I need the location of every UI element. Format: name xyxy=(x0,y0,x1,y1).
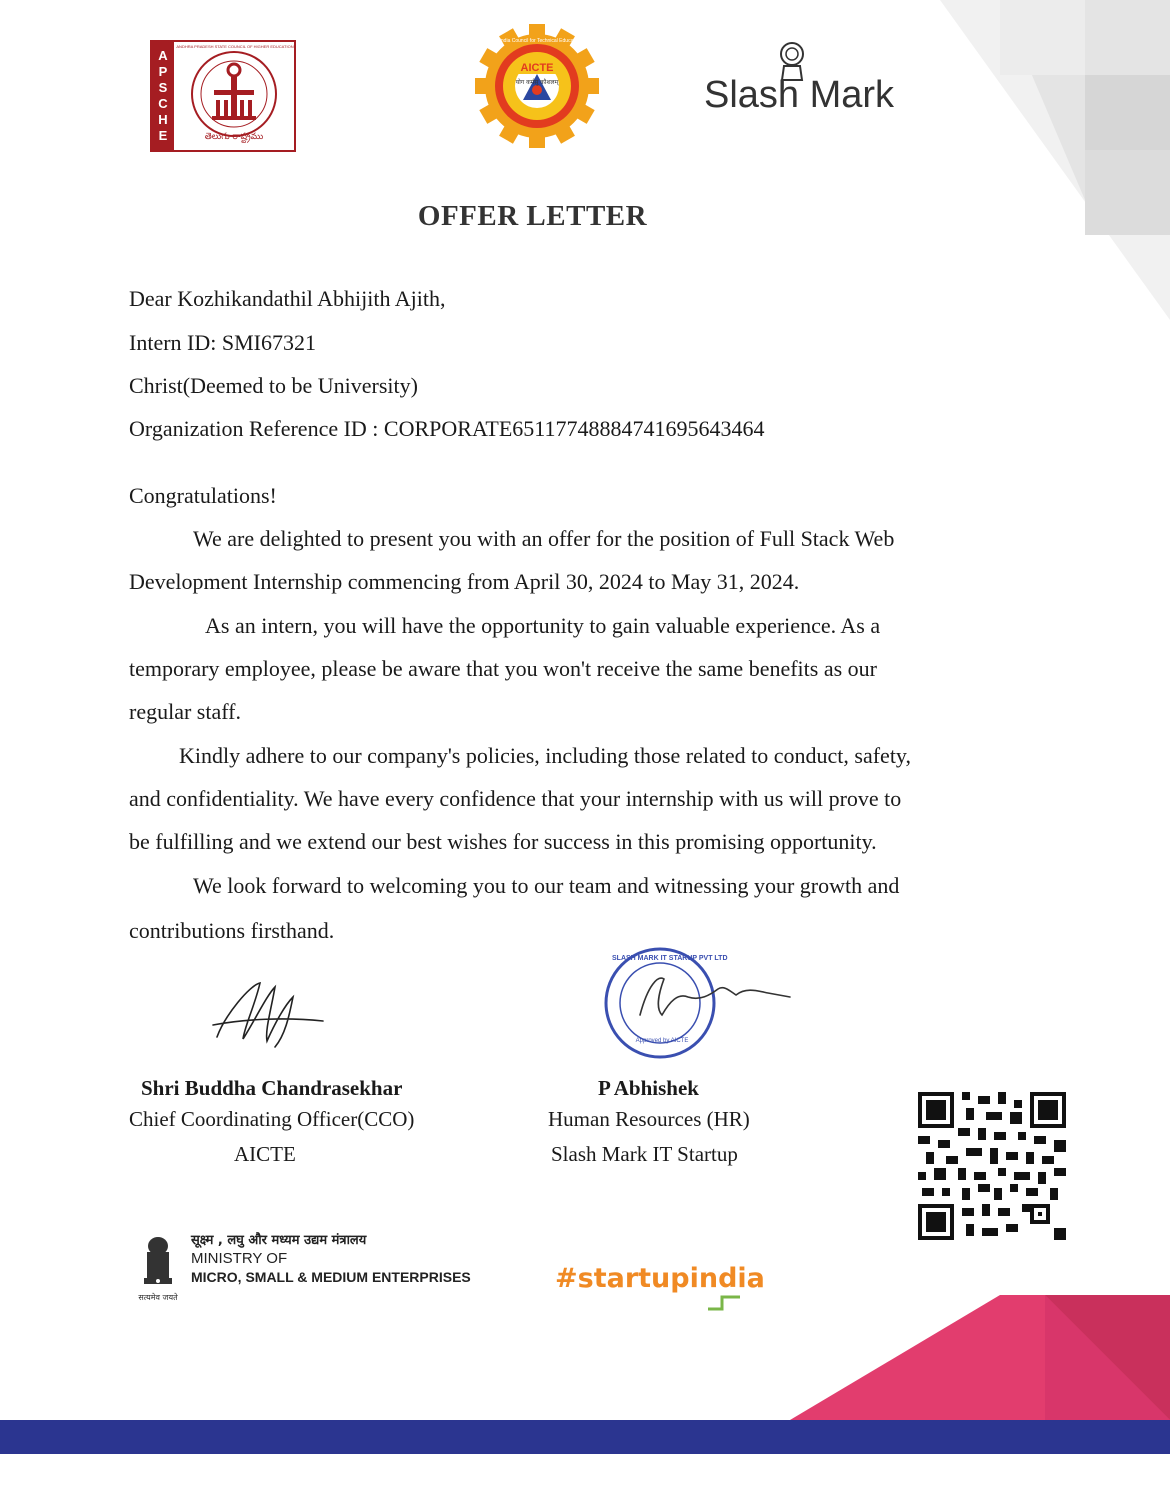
body-line: contributions firsthand. xyxy=(129,918,335,943)
emblem-caption: सत्यमेव जयते xyxy=(138,1293,178,1302)
body-line: Kindly adhere to our company's policies, including those related to conduct, safety, xyxy=(179,743,912,768)
bottom-band xyxy=(0,1420,1170,1454)
body-line: We are delighted to present you with an offer for the position of Full Stack Web xyxy=(193,526,895,551)
apsche-logo xyxy=(150,40,296,152)
hr-name: P Abhishek xyxy=(598,1076,699,1100)
aicte-hindi-text: योग कर्मसु कौशलम् xyxy=(515,79,559,86)
qr-code-icon[interactable] xyxy=(918,1092,1066,1240)
intern-id-line: Intern ID: SMI67321 xyxy=(129,330,316,355)
startup-india-logo xyxy=(555,1263,765,1294)
apsche-letters: APSCHE xyxy=(155,48,171,144)
apsche-telugu-text: తెలుగు రాష్ట్రము xyxy=(204,132,264,142)
slash-mark-logo: Slash Mark xyxy=(704,74,895,116)
startup-india-prefix: #startupind xyxy=(555,1263,738,1294)
cco-org: AICTE xyxy=(234,1142,296,1166)
apsche-ring-text: ANDHRA PRADESH STATE COUNCIL OF HIGHER EDUCATION xyxy=(176,44,294,49)
aicte-ring-text: All India Council for Technical Education xyxy=(492,38,582,44)
hr-role: Human Resources (HR) xyxy=(548,1107,750,1131)
greeting-line: Dear Kozhikandathil Abhijith Ajith, xyxy=(129,286,446,311)
cco-name: Shri Buddha Chandrasekhar xyxy=(141,1076,403,1100)
org-reference-line: Organization Reference ID : CORPORATE65117748884741695643464 xyxy=(129,416,765,441)
msme-hindi-text: सूक्ष्म , लघु और मध्यम उद्यम मंत्रालय xyxy=(191,1233,367,1248)
body-line: regular staff. xyxy=(129,699,241,724)
body-line: We look forward to welcoming you to our team and witnessing your growth and xyxy=(193,873,900,898)
cco-role: Chief Coordinating Officer(CCO) xyxy=(129,1107,415,1131)
stamp-sub-text: Approved by AICTE xyxy=(635,1038,689,1044)
body-line: As an intern, you will have the opportunity to gain valuable experience. As a xyxy=(205,613,881,638)
body-line: temporary employee, please be aware that you won't receive the same benefits as our xyxy=(129,656,877,681)
hr-org: Slash Mark IT Startup xyxy=(551,1142,738,1166)
aicte-label: AICTE xyxy=(515,62,559,74)
stamp-ring-text: SLASH MARK IT STARUP PVT LTD xyxy=(612,955,728,962)
national-emblem-icon xyxy=(138,1232,178,1292)
page-title: OFFER LETTER xyxy=(417,200,648,232)
congrats-line: Congratulations! xyxy=(129,483,277,508)
startup-india-underline-icon xyxy=(706,1293,742,1313)
msme-line1: MINISTRY OF xyxy=(191,1250,288,1267)
cco-signature-icon xyxy=(205,975,335,1055)
body-line: Development Internship commencing from April 30, 2024 to May 31, 2024. xyxy=(129,569,800,594)
msme-line2: MICRO, SMALL & MEDIUM ENTERPRISES xyxy=(191,1269,471,1285)
startup-india-suffix: ia xyxy=(737,1263,765,1294)
body-line: and confidentiality. We have every confidence that your internship with us will prove to xyxy=(129,786,902,811)
university-line: Christ(Deemed to be University) xyxy=(129,373,418,398)
aicte-logo xyxy=(475,24,599,148)
body-line: be fulfilling and we extend our best wishes for success in this promising opportunity. xyxy=(129,829,877,854)
